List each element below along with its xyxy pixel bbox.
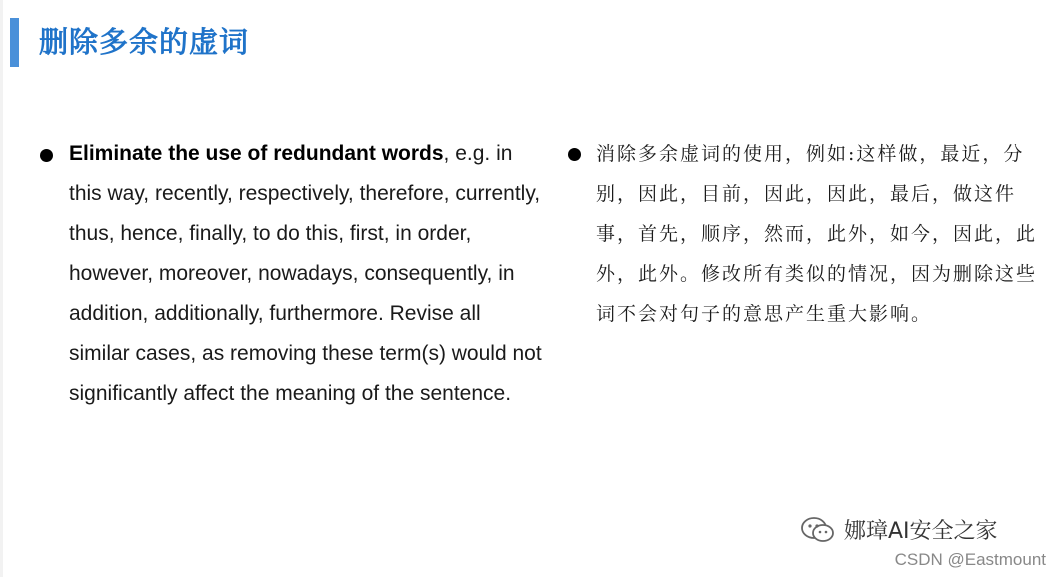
english-column (40, 134, 545, 414)
watermark-name: 娜璋AI安全之家 (844, 519, 998, 544)
chinese-paragraph: 消除多余虚词的使用，例如:这样做，最近，分别，因此，目前，因此，因此，最后，做这件事，首先，顺序，然而，此外，如今，因此，此外，此外。修改所有类似的情况，因为删除这些词不会对句子的意思产生重大影响。 (596, 143, 1038, 325)
slide-title: 删除多余的虚词 (39, 25, 250, 59)
watermark-source: CSDN @Eastmount (894, 550, 1046, 569)
watermark (800, 514, 998, 545)
english-body: , e.g. in this way, recently, respectively, therefore, currently, thus, hence, finally, to do this, first, in order, however, moreover, nowadays, consequently, in addition, additionally, furthermore. Revise all similar cases, as removing these term(s) would not significantly affect the meaning of the sentence. (69, 142, 542, 405)
english-bullet-item (40, 134, 545, 414)
english-bold-lead: Eliminate the use of redundant words (69, 142, 444, 165)
wechat-icon (800, 516, 836, 544)
slide-edge (0, 0, 3, 577)
chinese-column (568, 134, 1038, 334)
bullet-icon (568, 148, 581, 161)
chinese-bullet-item (568, 134, 1038, 334)
bullet-icon (40, 149, 53, 162)
title-accent-bar (10, 18, 19, 67)
english-paragraph (69, 134, 545, 414)
